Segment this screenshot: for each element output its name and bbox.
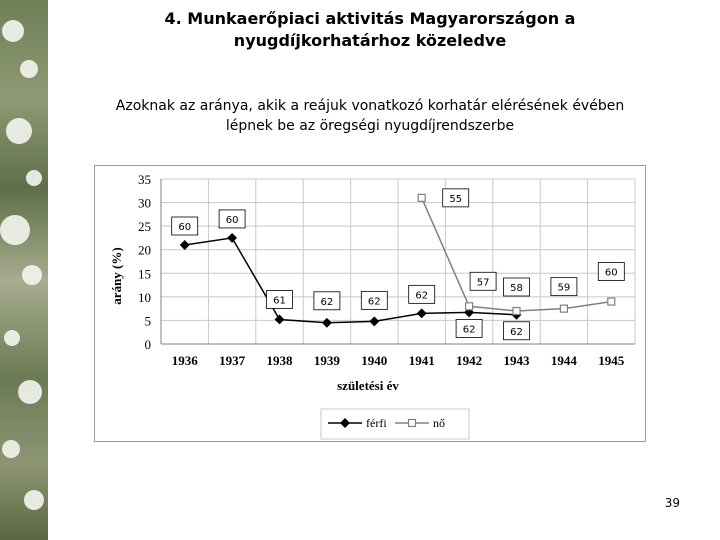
data-point-no <box>560 305 567 312</box>
x-axis-title: születési év <box>337 378 399 393</box>
annotation-label: 60 <box>604 267 618 279</box>
slide-subtitle-line-2: lépnek be az öregségi nyugdíjrendszerbe <box>225 118 515 134</box>
y-tick-label: 10 <box>138 289 151 305</box>
x-tick-label: 1942 <box>456 353 483 368</box>
slide-title-line-1: 4. Munkaerőpiaci aktivitás Magyarországon a <box>164 9 576 28</box>
slide-title-line-2: nyugdíjkorhatárhoz közeledve <box>233 31 507 50</box>
data-point-no <box>418 194 425 201</box>
data-point-ferfi <box>322 318 332 328</box>
x-tick-label: 1938 <box>266 353 293 368</box>
x-tick-label: 1936 <box>171 353 198 368</box>
x-tick-label: 1941 <box>408 353 435 368</box>
slide-subtitle <box>70 96 670 136</box>
legend <box>321 409 469 439</box>
y-tick-label: 30 <box>138 195 151 211</box>
slide-title <box>90 8 650 52</box>
data-point-no <box>513 308 520 315</box>
annotation-label: 60 <box>225 214 239 226</box>
axes <box>138 172 635 368</box>
legend-no-marker <box>409 420 416 427</box>
data-point-no <box>608 298 615 305</box>
chart-frame <box>94 165 646 442</box>
annotation-label: 62 <box>462 324 476 336</box>
y-axis-title: arány (%) <box>109 247 124 305</box>
y-tick-label: 20 <box>138 242 151 258</box>
data-point-ferfi <box>227 233 237 243</box>
decorative-blossom-photo <box>0 0 48 540</box>
page-number: 39 <box>664 496 680 510</box>
data-point-ferfi <box>180 240 190 250</box>
annotation-label: 62 <box>367 296 381 308</box>
x-tick-label: 1939 <box>313 353 340 368</box>
x-tick-label: 1943 <box>503 353 530 368</box>
legend-ferfi-label: férfi <box>366 416 387 430</box>
annotation-label: 59 <box>557 282 571 294</box>
annotation-label: 62 <box>510 326 523 338</box>
x-tick-label: 1937 <box>219 353 246 368</box>
annotation-label: 62 <box>320 296 334 308</box>
data-point-ferfi <box>275 315 285 325</box>
annotation-label: 55 <box>449 193 463 205</box>
y-tick-label: 35 <box>138 172 151 187</box>
x-tick-label: 1940 <box>361 353 388 368</box>
y-tick-label: 5 <box>144 313 151 329</box>
y-tick-label: 15 <box>138 266 151 282</box>
line-chart <box>95 166 645 441</box>
annotation-label: 58 <box>510 283 523 294</box>
y-tick-label: 25 <box>138 219 151 235</box>
slide-subtitle-line-1: Azoknak az aránya, akik a reájuk vonatkozó korhatár elérésének évében <box>115 98 625 114</box>
annotation-label: 60 <box>178 222 192 233</box>
x-tick-label: 1944 <box>550 353 577 368</box>
data-point-ferfi <box>369 316 379 326</box>
annotation-label: 57 <box>476 277 490 289</box>
grid <box>161 179 635 344</box>
data-point-no <box>466 303 473 310</box>
annotation-label: 62 <box>415 290 429 302</box>
x-tick-label: 1945 <box>598 353 625 368</box>
legend-no-label: nő <box>433 416 445 430</box>
data-point-ferfi <box>417 308 427 318</box>
annotation-label: 61 <box>273 295 286 307</box>
y-tick-label: 0 <box>144 337 151 352</box>
